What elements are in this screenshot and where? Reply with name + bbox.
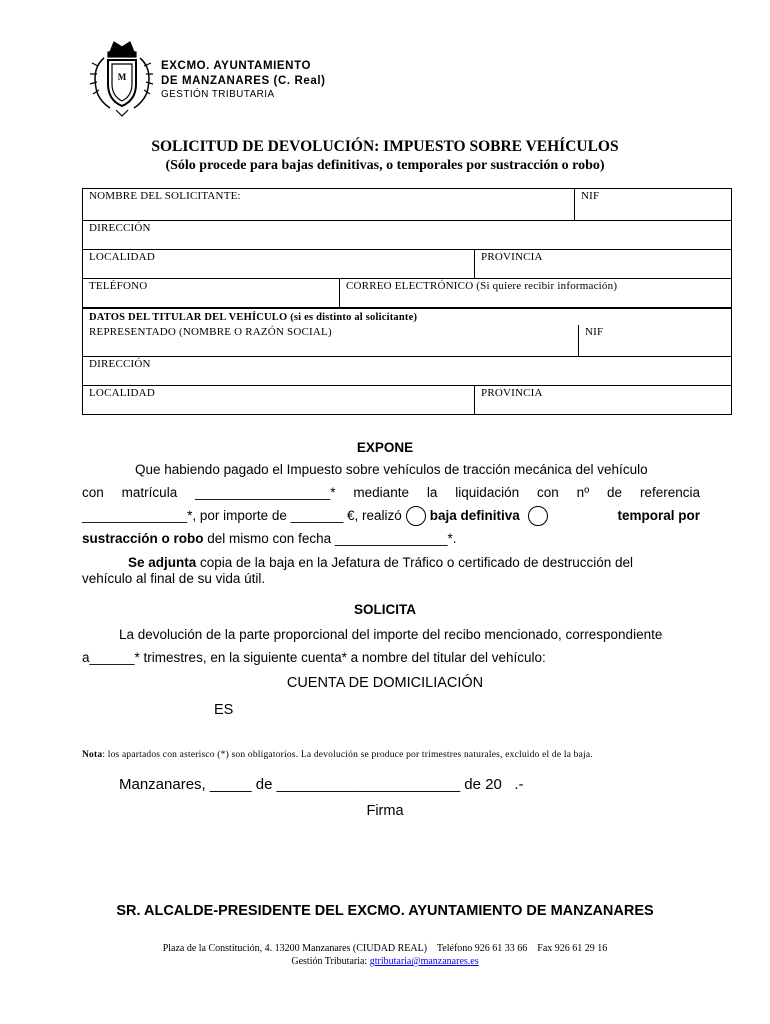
- form-row: [83, 189, 731, 220]
- svg-text:M: M: [117, 72, 127, 82]
- footer-gestion-line: [0, 955, 770, 968]
- solicita-line2: a______* trimestres, en la siguiente cuenta* a nombre del titular del vehículo:: [82, 650, 546, 665]
- form-row: [83, 307, 731, 325]
- baja-definitiva-label: baja definitiva: [429, 508, 520, 523]
- expone-line4-rest: del mismo con fecha _______________*.: [203, 531, 457, 546]
- owner-address-field[interactable]: DIRECCIÓN: [89, 358, 151, 370]
- coat-of-arms-logo: [86, 38, 158, 118]
- solicita-heading: SOLICITA: [354, 602, 416, 617]
- gestion-label: Gestión Tributaria:: [291, 956, 370, 967]
- address-field[interactable]: DIRECCIÓN: [89, 222, 151, 234]
- expone-line3: [82, 504, 700, 527]
- gestion-email-link[interactable]: gtributaria@manzanares.es: [369, 956, 479, 967]
- expone-line3-text: ______________*, por importe de _______ €, realizó: [82, 508, 402, 523]
- expone-line2: con matrícula __________________* mediante la liquidación con nº de referencia: [82, 485, 700, 500]
- expone-heading: EXPONE: [356, 440, 414, 455]
- org-name-line1: EXCMO. AYUNTAMIENTO: [161, 60, 312, 72]
- province-field[interactable]: PROVINCIA: [474, 250, 731, 278]
- iban-prefix[interactable]: ES: [214, 702, 234, 718]
- form-row: [83, 325, 731, 356]
- baja-temporal-label: temporal por: [617, 508, 700, 523]
- form-title: SOLICITUD DE DEVOLUCIÓN: IMPUESTO SOBRE VEHÍCULOS: [151, 138, 619, 155]
- org-department: GESTIÓN TRIBUTARIA: [161, 89, 275, 100]
- account-heading: CUENTA DE DOMICILIACIÓN: [286, 675, 484, 691]
- note-label: Nota: [82, 750, 103, 760]
- signature-label: Firma: [366, 803, 404, 819]
- form-row: [83, 278, 731, 307]
- baja-temporal-radio[interactable]: [528, 506, 548, 526]
- solicita-line1: La devolución de la parte proporcional del importe del recibo mencionado, correspondiente: [119, 627, 663, 642]
- sustraccion-label: sustracción o robo: [82, 531, 204, 546]
- expone-line1: Que habiendo pagado el Impuesto sobre vehículos de tracción mecánica del vehículo: [135, 462, 648, 477]
- applicant-form: [82, 188, 732, 415]
- phone-field[interactable]: TELÉFONO: [89, 280, 148, 292]
- note-text: : los apartados con asterisco (*) son obligatorios. La devolución se produce por trimestres naturales, excluido el de la baja.: [102, 750, 593, 760]
- applicant-name-field[interactable]: NOMBRE DEL SOLICITANTE:: [89, 190, 241, 202]
- nif-field[interactable]: NIF: [574, 189, 731, 220]
- owner-province-field[interactable]: PROVINCIA: [474, 386, 731, 414]
- form-row: [83, 385, 731, 414]
- represented-name-field[interactable]: REPRESENTADO (NOMBRE O RAZÓN SOCIAL): [89, 326, 332, 338]
- org-name-line2: DE MANZANARES (C. Real): [161, 75, 326, 87]
- baja-definitiva-radio[interactable]: [406, 506, 426, 526]
- addressee: SR. ALCALDE-PRESIDENTE DEL EXCMO. AYUNTAMIENTO DE MANZANARES: [116, 903, 654, 919]
- owner-section-heading: DATOS DEL TITULAR DEL VEHÍCULO (si es distinto al solicitante): [89, 312, 418, 323]
- adjunta-line2: vehículo al final de su vida útil.: [82, 571, 266, 586]
- date-line[interactable]: Manzanares, _____ de ______________________ de 20 .-: [119, 776, 524, 793]
- owner-locality-field[interactable]: LOCALIDAD: [89, 387, 155, 399]
- adjunta-label: Se adjunta: [128, 555, 197, 570]
- note: [82, 750, 593, 760]
- adjunta-text: copia de la baja en la Jefatura de Tráfico o certificado de destrucción del: [196, 555, 634, 570]
- expone-line4: [82, 527, 456, 550]
- form-row: [83, 356, 731, 385]
- form-row: [83, 220, 731, 249]
- footer-address: [0, 942, 770, 968]
- nif-owner-field[interactable]: NIF: [578, 325, 731, 356]
- email-field[interactable]: CORREO ELECTRÓNICO (Si quiere recibir información): [339, 279, 731, 307]
- locality-field[interactable]: LOCALIDAD: [89, 251, 155, 263]
- form-subtitle: (Sólo procede para bajas definitivas, o temporales por sustracción o robo): [165, 158, 605, 173]
- footer-address-line: Plaza de la Constitución, 4. 13200 Manzanares (CIUDAD REAL) Teléfono 926 61 33 66 Fax 926 61 29 16: [162, 943, 608, 954]
- form-row: [83, 249, 731, 278]
